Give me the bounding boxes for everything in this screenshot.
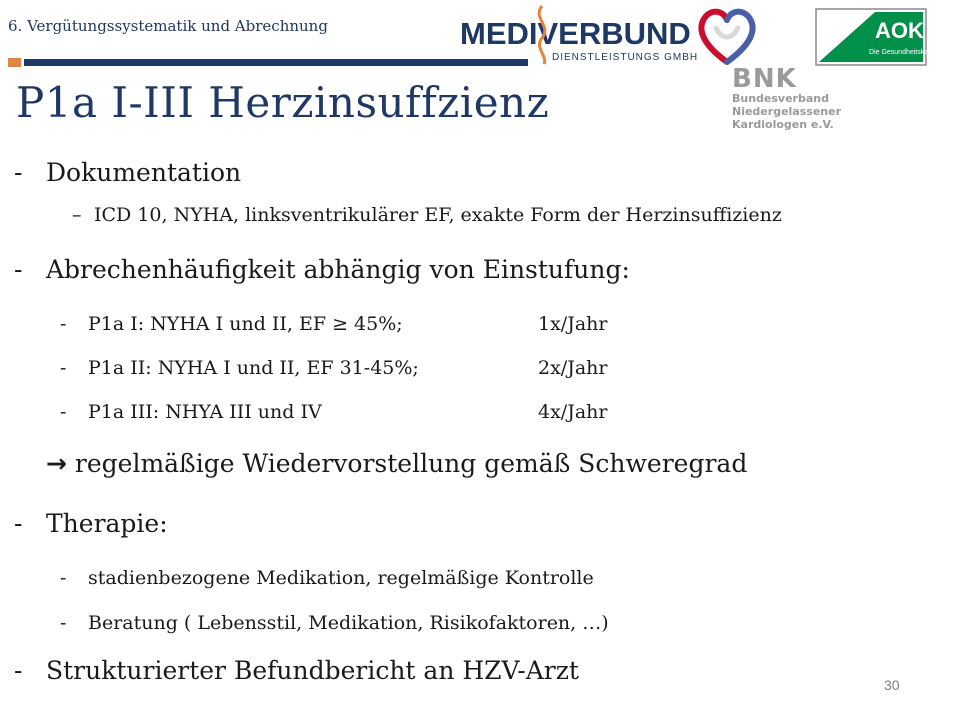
mediverbund-logo [458,4,699,66]
page-number: 30 [884,677,900,693]
bullet-therapy [14,509,168,538]
bnk-line: Niedergelassener [732,105,841,118]
bullet-dash: - [14,509,23,538]
bullet-label: Therapie: [46,509,168,538]
bullet-dash: - [14,656,23,685]
bnk-line: Bundesverband [732,92,829,105]
billing-item-text: P1a I: NYHA I und II, EF ≥ 45%; [88,313,403,335]
bullet-dash: - [14,158,23,187]
slide-title: P1a I-III Herzinsuffzienz [16,78,550,127]
billing-conclusion [46,449,747,478]
bullet-dash: - [60,357,67,379]
bullet-label: Dokumentation [46,158,242,187]
billing-conclusion-text: regelmäßige Wiedervorstellung gemäß Schweregrad [74,449,748,478]
bullet-label: Abrechenhäufigkeit abhängig von Einstufung: [46,255,630,284]
heart-logo-icon [694,6,760,66]
bnk-logo-text: BNK [732,64,797,94]
bullet-text: ICD 10, NYHA, linksventrikulärer EF, exakte Form der Herzinsuffizienz [94,204,782,226]
bnk-line: Kardiologen e.V. [732,118,834,131]
aok-tagline: Die Gesundheitskasse. [869,49,941,56]
therapy-item-text: stadienbezogene Medikation, regelmäßige Kontrolle [88,567,594,589]
bullet-dash: - [60,567,67,589]
billing-item-text: P1a II: NYHA I und II, EF 31-45%; [88,357,419,379]
mediverbund-logo-text: MEDIVERBUND [460,16,691,51]
section-label: 6. Vergütungssystematik und Abrechnung [8,17,328,35]
therapy-item-text: Beratung ( Lebensstil, Medikation, Risikofaktoren, …) [88,612,609,634]
bnk-logo [732,66,842,138]
aok-logo [815,8,941,66]
bullet-report [14,656,579,685]
billing-item-p1a-iii [60,401,760,423]
header-accent-bar [8,58,21,67]
therapy-item [60,612,609,634]
bullet-dash: - [60,612,67,634]
arrow-right-icon: → [46,449,67,478]
therapy-item [60,567,594,589]
billing-item-p1a-ii [60,357,760,379]
bullet-dash: - [60,401,67,423]
billing-item-rate: 4x/Jahr [538,401,608,423]
sub-bullet-documentation-details [72,204,782,226]
bullet-label: Strukturierter Befundbericht an HZV-Arzt [46,656,579,685]
bullet-dash: - [60,313,67,335]
aok-logo-text: AOK [875,18,924,43]
bullet-billing-frequency [14,255,630,284]
billing-item-p1a-i [60,313,760,335]
header-divider-bar [24,59,528,66]
mediverbund-subtitle: DIENSTLEISTUNGS GMBH [552,52,699,63]
bullet-dash: - [14,255,23,284]
billing-item-text: P1a III: NHYA III und IV [88,401,322,423]
bullet-documentation [14,158,241,187]
billing-item-rate: 2x/Jahr [538,357,608,379]
bullet-dash: – [72,204,82,226]
billing-item-rate: 1x/Jahr [538,313,608,335]
